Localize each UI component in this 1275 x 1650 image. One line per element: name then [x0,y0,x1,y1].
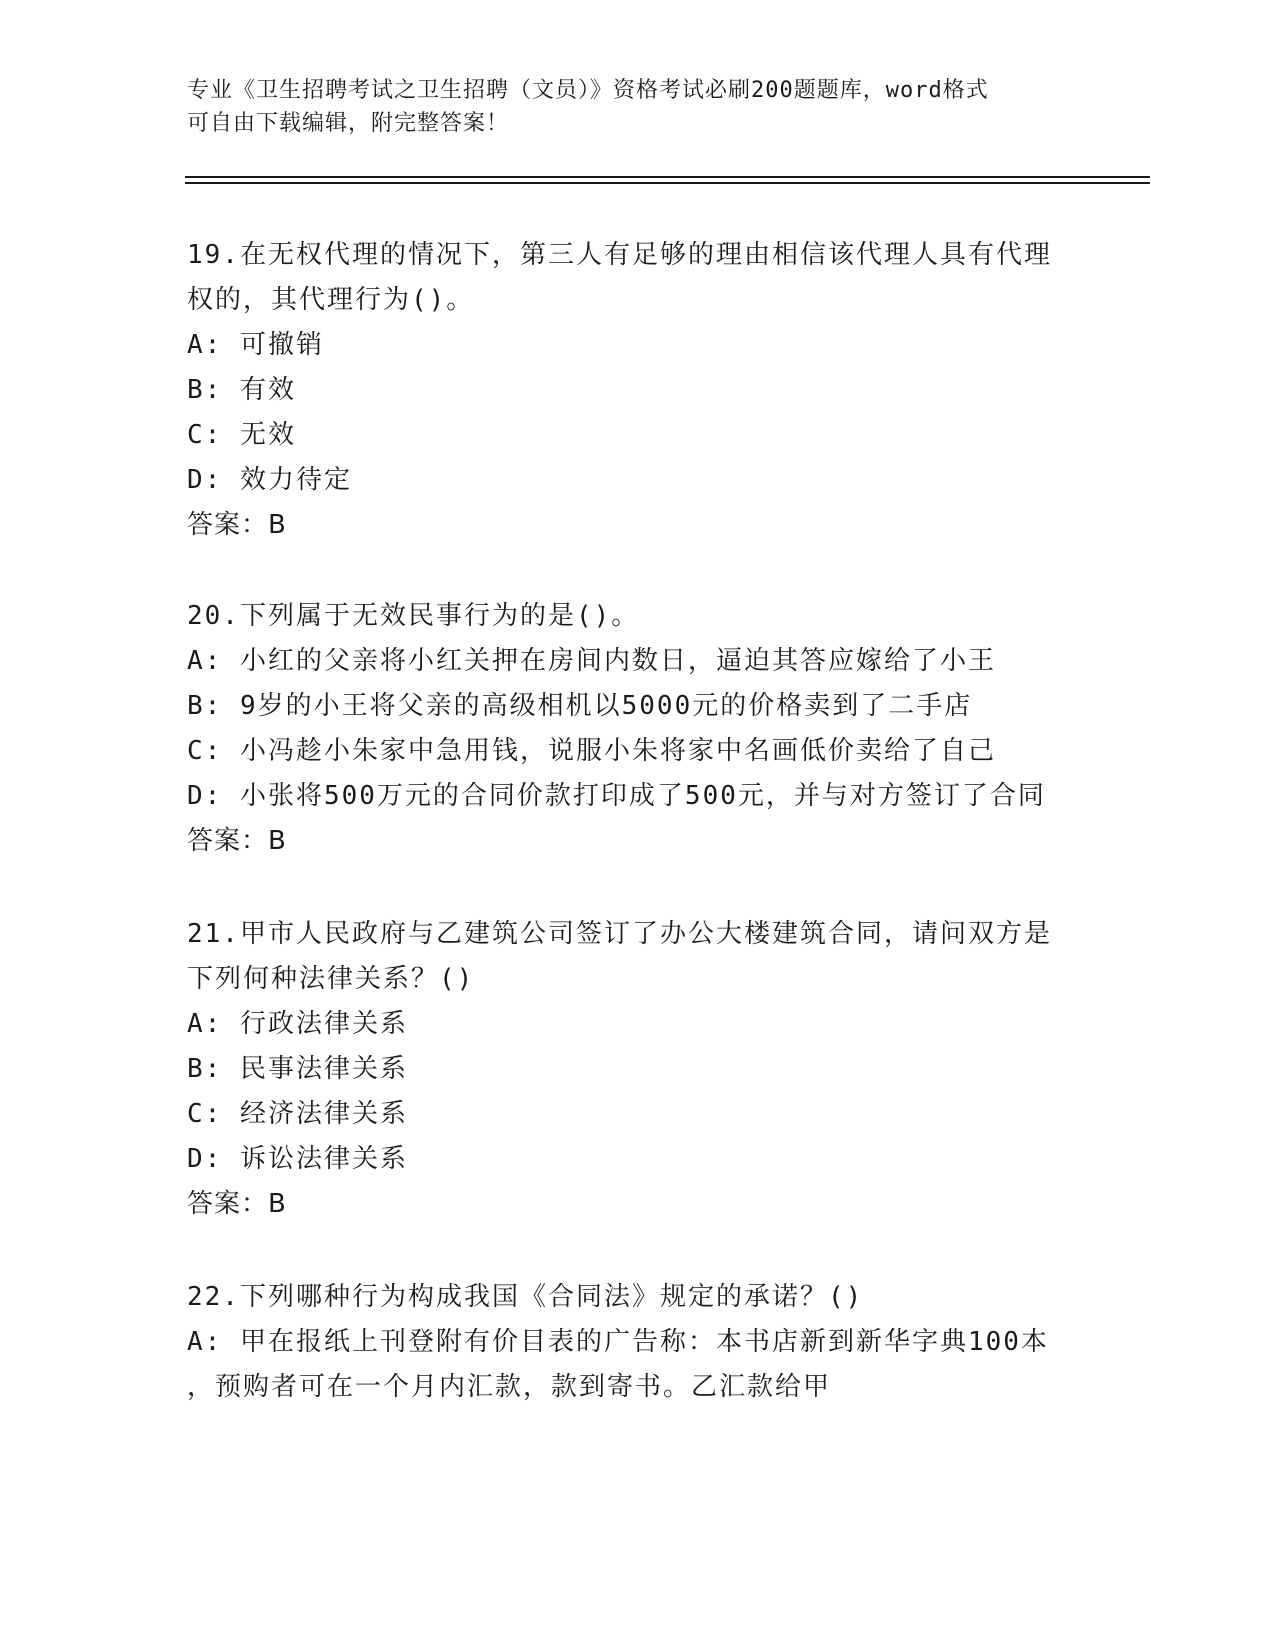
option-c: C: 无效 [187,420,296,450]
answer: 答案：B [187,826,287,856]
question-stem: 21.甲市人民政府与乙建筑公司签订了办公大楼建筑合同，请问双方是 [187,919,1052,949]
header-line-2: 可自由下载编辑，附完整答案！ [187,111,510,136]
question-22 [187,1275,1087,1410]
question-19 [187,233,1087,548]
document-header [187,74,1087,140]
question-20 [187,594,1087,864]
option-d: D: 诉讼法律关系 [187,1144,408,1174]
question-stem-cont: 下列何种法律关系？() [187,964,475,994]
option-b: B: 9岁的小王将父亲的高级相机以5000元的价格卖到了二手店 [187,691,973,721]
header-line-1: 专业《卫生招聘考试之卫生招聘（文员）》资格考试必刷200题题库，word格式 [187,78,989,103]
option-d: D: 效力待定 [187,465,352,495]
answer: 答案：B [187,510,287,540]
question-stem: 20.下列属于无效民事行为的是()。 [187,601,640,631]
header-divider-bottom [185,182,1150,184]
option-a: A: 行政法律关系 [187,1009,408,1039]
option-b: B: 有效 [187,375,296,405]
question-stem-cont: 权的，其代理行为()。 [187,285,475,315]
question-21 [187,912,1087,1227]
question-stem: 22.下列哪种行为构成我国《合同法》规定的承诺？() [187,1282,864,1312]
option-a: A: 小红的父亲将小红关押在房间内数日，逼迫其答应嫁给了小王 [187,646,996,676]
option-b: B: 民事法律关系 [187,1054,408,1084]
question-stem: 19.在无权代理的情况下，第三人有足够的理由相信该代理人具有代理 [187,240,1052,270]
option-a-cont: ，预购者可在一个月内汇款，款到寄书。乙汇款给甲 [187,1372,832,1402]
option-a: A: 可撤销 [187,330,324,360]
option-c: C: 小冯趁小朱家中急用钱，说服小朱将家中名画低价卖给了自己 [187,736,996,766]
option-a: A: 甲在报纸上刊登附有价目表的广告称：本书店新到新华字典100本 [187,1327,1049,1357]
option-d: D: 小张将500万元的合同价款打印成了500元，并与对方签订了合同 [187,781,1046,811]
header-divider-top [185,176,1150,178]
option-c: C: 经济法律关系 [187,1099,408,1129]
answer: 答案：B [187,1189,287,1219]
